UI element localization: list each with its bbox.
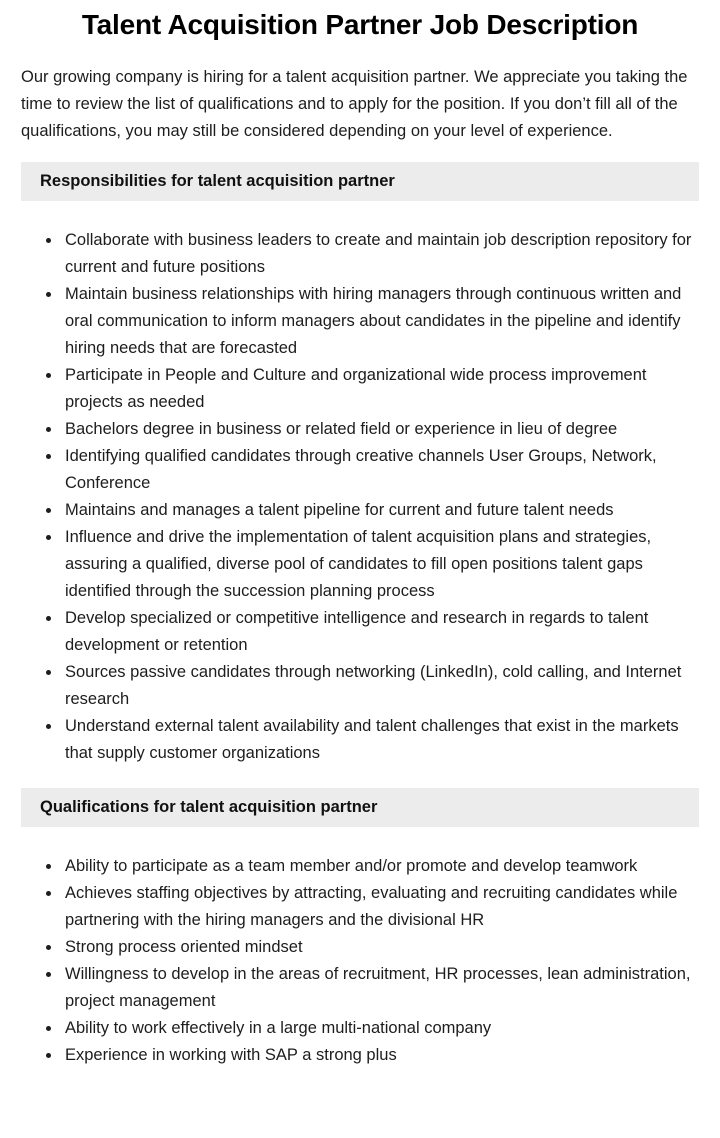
list-item: • Participate in People and Culture and organizational wide process improvement projects as needed (62, 362, 699, 416)
list-item: • Ability to participate as a team member and/or promote and develop teamwork (62, 853, 699, 880)
section-heading-qualifications (21, 788, 699, 827)
list-item: • Maintains and manages a talent pipeline for current and future talent needs (62, 497, 699, 524)
list-item: • Maintain business relationships with hiring managers through continuous written and oral communication to inform managers about candidates in the pipeline and identify hiring needs that are forecasted (62, 281, 699, 362)
list-item: • Ability to work effectively in a large multi-national company (62, 1015, 699, 1042)
list-item: • Strong process oriented mindset (62, 934, 699, 961)
intro-paragraph: Our growing company is hiring for a talent acquisition partner. We appreciate you taking the time to review the list of qualifications and to apply for the position. If you don’t fill all of the qualifications, you may still be considered depending on your level of experience. (21, 68, 688, 140)
section-heading-label: Qualifications for talent acquisition partner (40, 798, 378, 816)
list-item: • Sources passive candidates through networking (LinkedIn), cold calling, and Internet research (62, 659, 699, 713)
list-item: • Understand external talent availability and talent challenges that exist in the markets that supply customer organizations (62, 713, 699, 767)
list-item: • Achieves staffing objectives by attracting, evaluating and recruiting candidates while partnering with the hiring managers and the divisional HR (62, 880, 699, 934)
page-title: Talent Acquisition Partner Job Description (81, 9, 639, 40)
list-item: • Experience in working with SAP a strong plus (62, 1042, 699, 1069)
qualifications-list (21, 853, 699, 1069)
section-heading-label: Responsibilities for talent acquisition partner (40, 172, 395, 190)
list-item: • Influence and drive the implementation of talent acquisition plans and strategies, assuring a qualified, diverse pool of candidates to fill open positions talent gaps identified through the succession planning process (62, 524, 699, 605)
section-heading-responsibilities (21, 162, 699, 201)
list-item: • Collaborate with business leaders to create and maintain job description repository for current and future positions (62, 227, 699, 281)
list-item: • Identifying qualified candidates through creative channels User Groups, Network, Conference (62, 443, 699, 497)
list-item: • Develop specialized or competitive intelligence and research in regards to talent development or retention (62, 605, 699, 659)
list-item: • Bachelors degree in business or related field or experience in lieu of degree (62, 416, 699, 443)
list-item: • Willingness to develop in the areas of recruitment, HR processes, lean administration, project management (62, 961, 699, 1015)
responsibilities-list (21, 227, 699, 767)
